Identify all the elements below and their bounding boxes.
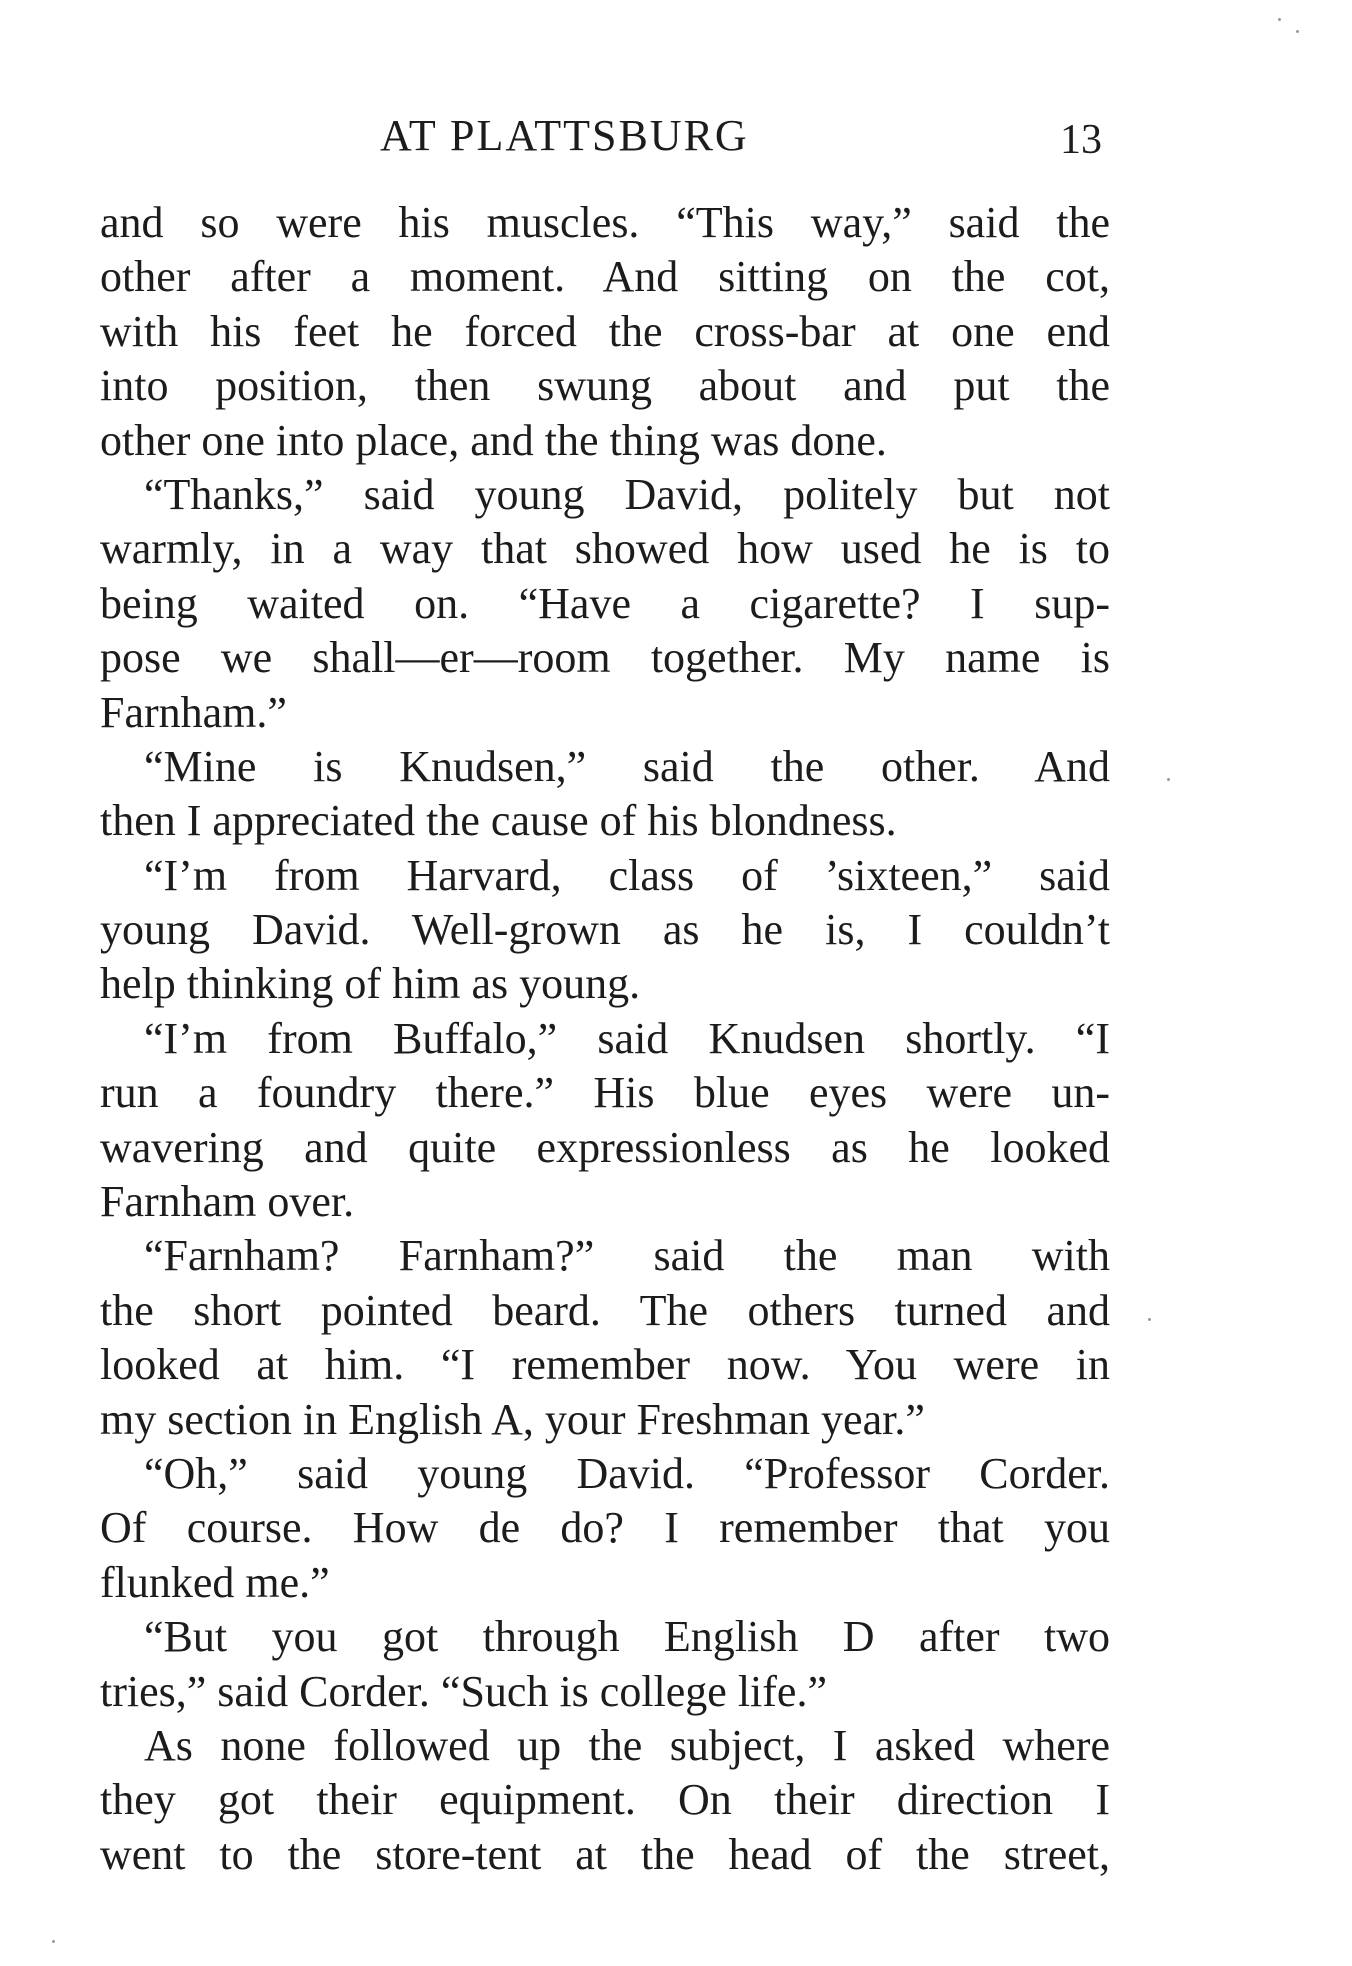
running-head-title: AT PLATTSBURG xyxy=(380,111,749,160)
paper-speck xyxy=(1296,30,1299,33)
text-line: flunked me.” xyxy=(100,1557,330,1607)
text-line: “Oh,” said young David. “Professor Corder. xyxy=(144,1448,1110,1498)
text-line: then I appreciated the cause of his blondness. xyxy=(100,796,897,846)
text-line: help thinking of him as young. xyxy=(100,959,641,1009)
text-line: other one into place, and the thing was done. xyxy=(100,415,887,465)
text-line: with his feet he forced the cross-bar at one end xyxy=(100,306,1110,356)
paper-speck xyxy=(52,1940,55,1943)
running-head xyxy=(0,104,1352,168)
paper-speck xyxy=(1278,18,1281,21)
page-number: 13 xyxy=(1060,117,1102,163)
text-line: tries,” said Corder. “Such is college life.” xyxy=(100,1666,827,1716)
text-line: the short pointed beard. The others turned and xyxy=(100,1285,1110,1335)
text-line: “But you got through English D after two xyxy=(144,1612,1110,1662)
text-line: they got their equipment. On their direction I xyxy=(100,1775,1110,1825)
text-line: warmly, in a way that showed how used he is to xyxy=(100,524,1110,574)
paper-speck xyxy=(1148,1318,1151,1321)
text-line: other after a moment. And sitting on the cot, xyxy=(100,252,1110,302)
text-line: looked at him. “I remember now. You were in xyxy=(100,1340,1110,1390)
text-line: young David. Well-grown as he is, I couldn’t xyxy=(100,905,1110,955)
text-line: and so were his muscles. “This way,” said the xyxy=(100,198,1110,247)
text-line: into position, then swung about and put the xyxy=(100,361,1110,411)
text-line: “I’m from Buffalo,” said Knudsen shortly. “I xyxy=(144,1013,1110,1063)
text-line: As none followed up the subject, I asked where xyxy=(144,1720,1110,1770)
body-text xyxy=(100,196,1110,1882)
text-line: run a foundry there.” His blue eyes were un- xyxy=(100,1068,1110,1118)
text-line: being waited on. “Have a cigarette? I sup- xyxy=(100,578,1110,628)
text-line: “I’m from Harvard, class of ’sixteen,” said xyxy=(144,850,1110,900)
text-line: “Thanks,” said young David, politely but not xyxy=(144,469,1110,519)
text-line: Of course. How de do? I remember that you xyxy=(100,1503,1110,1553)
text-line: pose we shall—er—room together. My name is xyxy=(100,633,1110,683)
text-line: wavering and quite expressionless as he looked xyxy=(100,1122,1110,1172)
paper-speck xyxy=(1167,778,1170,781)
text-line: Farnham.” xyxy=(100,687,287,737)
text-line: Farnham over. xyxy=(100,1177,355,1227)
text-line: went to the store-tent at the head of the street, xyxy=(100,1829,1110,1879)
text-line: “Mine is Knudsen,” said the other. And xyxy=(144,741,1110,791)
text-line: my section in English A, your Freshman year.” xyxy=(100,1394,925,1444)
text-line: “Farnham? Farnham?” said the man with xyxy=(144,1231,1110,1281)
